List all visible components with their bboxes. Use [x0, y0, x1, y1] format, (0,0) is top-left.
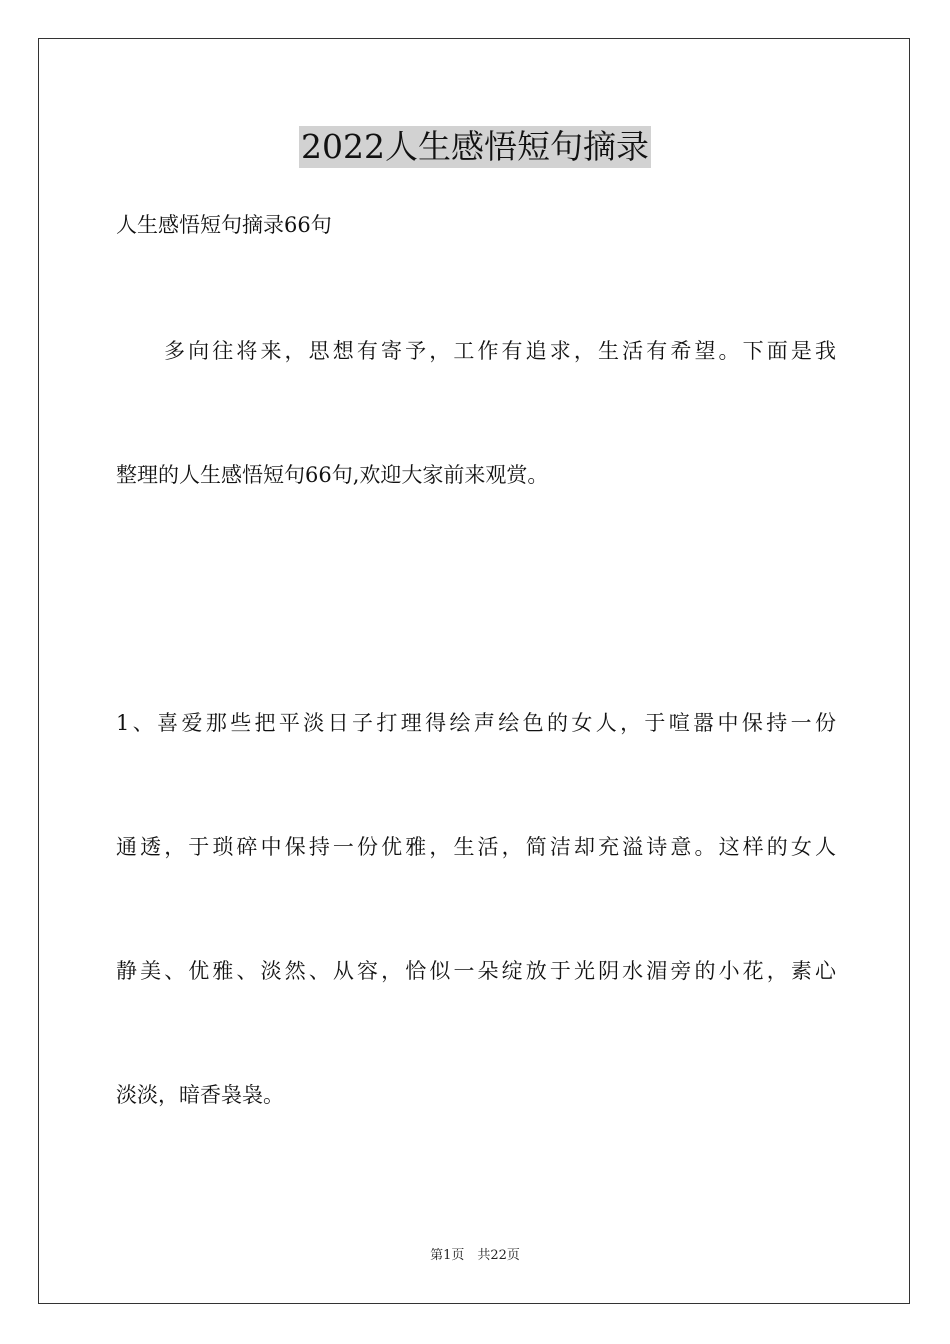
item1-line-4: 淡淡，暗香袅袅。: [116, 1083, 284, 1107]
document-subtitle: 人生感悟短句摘录66句: [116, 213, 332, 237]
item1-line-3: 静美、优雅、淡然、从容，恰似一朵绽放于光阴水湄旁的小花，素心: [116, 959, 836, 983]
page-footer: 第1页 共22页: [430, 1248, 520, 1263]
document-title: 2022人生感悟短句摘录: [301, 127, 649, 166]
title-container: [0, 126, 950, 168]
item1-line-1: 1、喜爱那些把平淡日子打理得绘声绘色的女人，于喧嚣中保持一份: [116, 711, 836, 735]
intro-line-2: 整理的人生感悟短句66句,欢迎大家前来观赏。: [116, 463, 549, 487]
intro-line-1: 多向往将来，思想有寄予，工作有追求，生活有希望。下面是我: [164, 339, 836, 363]
item1-line-2: 通透，于琐碎中保持一份优雅，生活，简洁却充溢诗意。这样的女人: [116, 835, 836, 859]
